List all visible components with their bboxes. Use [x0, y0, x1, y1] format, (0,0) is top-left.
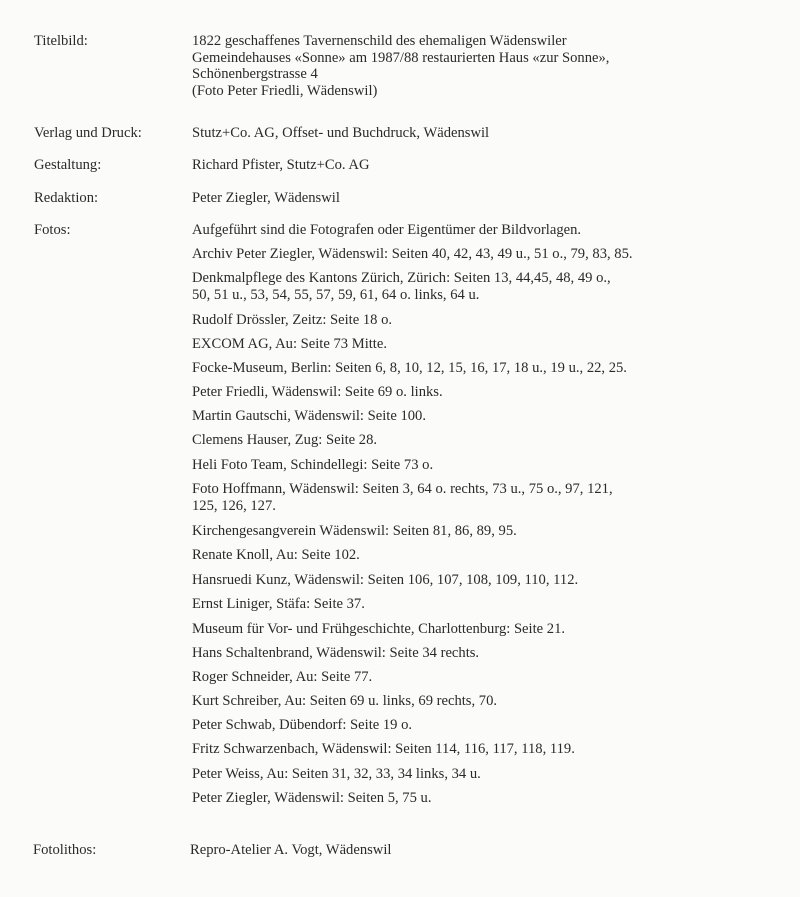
fotos-entry-line: Aufgeführt sind die Fotografen oder Eigentümer der Bildvorlagen.: [192, 222, 582, 238]
fotos-entry: [192, 312, 772, 329]
fotos-entry: [192, 384, 772, 401]
fotos-entry-line: Archiv Peter Ziegler, Wädenswil: Seiten 40, 42, 43, 49 u., 51 o., 79, 83, 85.: [192, 246, 633, 262]
fotos-entry: [192, 222, 772, 239]
titelbild-line: 1822 geschaffenes Tavernenschild des ehemaligen Wädenswiler: [192, 33, 567, 49]
fotos-entry-line: Museum für Vor- und Frühgeschichte, Charlottenburg: Seite 21.: [192, 621, 566, 637]
fotos-entry: [192, 432, 772, 449]
fotos-entry-line: Focke-Museum, Berlin: Seiten 6, 8, 10, 12, 15, 16, 17, 18 u., 19 u., 22, 25.: [192, 360, 627, 376]
fotos-entry: [192, 790, 772, 807]
titelbild-label: Titelbild:: [34, 33, 88, 49]
fotos-entry: [192, 457, 772, 474]
verlag-text: Stutz+Co. AG, Offset- und Buchdruck, Wädenswil: [192, 125, 490, 141]
fotos-entry-line: Roger Schneider, Au: Seite 77.: [192, 669, 373, 685]
fotos-label: Fotos:: [34, 222, 71, 238]
redaktion-text: Peter Ziegler, Wädenswil: [192, 190, 340, 206]
fotos-entry-line: Clemens Hauser, Zug: Seite 28.: [192, 432, 378, 448]
fotos-entry: [192, 547, 772, 564]
fotos-entry: [192, 621, 772, 638]
gestaltung-text: Richard Pfister, Stutz+Co. AG: [192, 157, 370, 173]
fotos-entry: [192, 741, 772, 758]
fotos-entry-line: Peter Ziegler, Wädenswil: Seiten 5, 75 u.: [192, 790, 432, 806]
fotos-entry-line: Peter Schwab, Dübendorf: Seite 19 o.: [192, 717, 413, 733]
fotos-entry: [192, 717, 772, 734]
fotos-entry-line: Ernst Liniger, Stäfa: Seite 37.: [192, 596, 365, 612]
fotos-entry-line: Peter Weiss, Au: Seiten 31, 32, 33, 34 links, 34 u.: [192, 766, 481, 782]
fotos-entry-line: EXCOM AG, Au: Seite 73 Mitte.: [192, 336, 387, 352]
fotolithos-label: Fotolithos:: [33, 842, 97, 858]
fotos-entry-line: Hansruedi Kunz, Wädenswil: Seiten 106, 107, 108, 109, 110, 112.: [192, 572, 579, 588]
fotos-entry: [192, 596, 772, 613]
fotos-entry-line: 50, 51 u., 53, 54, 55, 57, 59, 61, 64 o. links, 64 u.: [192, 286, 480, 303]
fotos-entry: [192, 408, 772, 425]
fotos-entry: [192, 645, 772, 662]
fotos-entry: [192, 693, 772, 710]
fotos-entry-line: Foto Hoffmann, Wädenswil: Seiten 3, 64 o. rechts, 73 u., 75 o., 97, 121,: [192, 481, 613, 497]
fotos-entry-line: Peter Friedli, Wädenswil: Seite 69 o. links.: [192, 384, 443, 400]
verlag-label: Verlag und Druck:: [34, 125, 142, 141]
fotos-entry: [192, 246, 772, 263]
fotos-entry-line: Kirchengesangverein Wädenswil: Seiten 81, 86, 89, 95.: [192, 523, 517, 539]
fotos-entry: [192, 360, 772, 377]
fotos-entry: [192, 336, 772, 353]
fotos-entry-line: Heli Foto Team, Schindellegi: Seite 73 o.: [192, 457, 434, 473]
fotos-entry-line: Denkmalpflege des Kantons Zürich, Zürich: Seiten 13, 44,45, 48, 49 o.,: [192, 270, 611, 286]
fotos-entry-line: Rudolf Drössler, Zeitz: Seite 18 o.: [192, 312, 393, 328]
fotos-entry-line: Martin Gautschi, Wädenswil: Seite 100.: [192, 408, 426, 424]
fotos-entry: [192, 270, 772, 303]
gestaltung-label: Gestaltung:: [34, 157, 102, 173]
fotolithos-text: Repro-Atelier A. Vogt, Wädenswil: [190, 842, 392, 858]
fotos-entry-line: Fritz Schwarzenbach, Wädenswil: Seiten 114, 116, 117, 118, 119.: [192, 741, 575, 757]
fotos-entry: [192, 523, 772, 540]
fotos-entry-line: Renate Knoll, Au: Seite 102.: [192, 547, 360, 563]
titelbild-line: Gemeindehauses «Sonne» am 1987/88 restaurierten Haus «zur Sonne»,: [192, 49, 610, 66]
fotos-entry: [192, 766, 772, 783]
fotos-entry: [192, 572, 772, 589]
fotos-entry: [192, 481, 772, 514]
titelbild-text: [192, 33, 752, 99]
fotos-entry-line: Kurt Schreiber, Au: Seiten 69 u. links, 69 rechts, 70.: [192, 693, 498, 709]
fotos-entry-line: 125, 126, 127.: [192, 497, 276, 514]
redaktion-label: Redaktion:: [34, 190, 99, 206]
titelbild-line: Schönenbergstrasse 4: [192, 66, 318, 82]
fotos-entry-line: Hans Schaltenbrand, Wädenswil: Seite 34 rechts.: [192, 645, 480, 661]
fotos-entry: [192, 669, 772, 686]
titelbild-line: (Foto Peter Friedli, Wädenswil): [192, 82, 378, 99]
